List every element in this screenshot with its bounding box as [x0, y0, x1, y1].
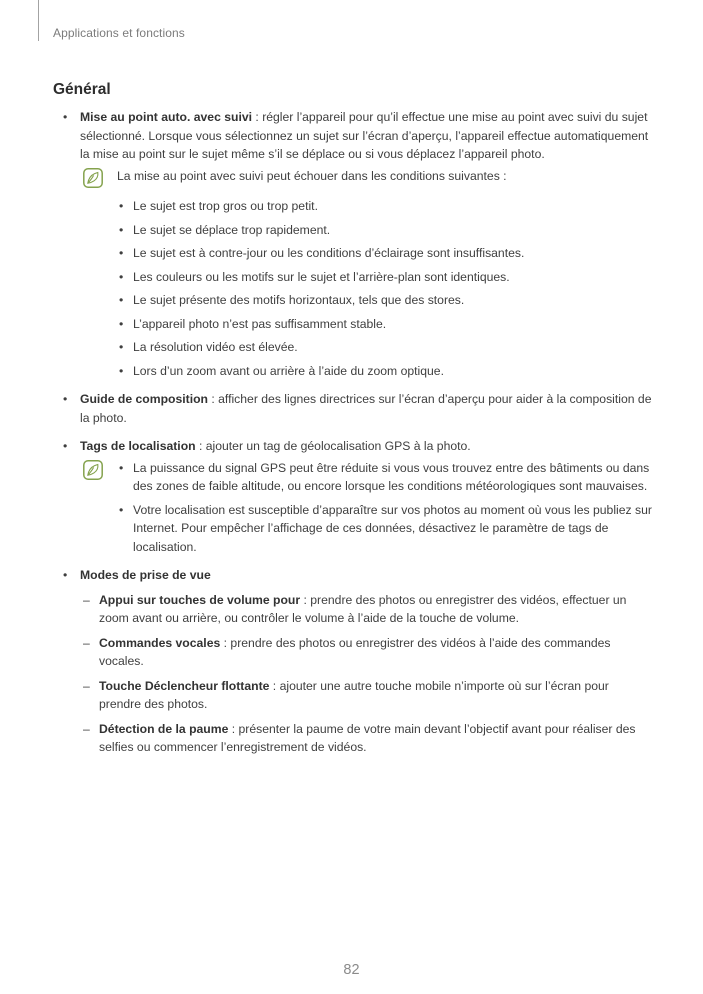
list-item-text: [133, 501, 653, 557]
list-item: [117, 197, 653, 216]
list-item-text: [133, 362, 653, 381]
item-text: L’appareil photo n’est pas suffisamment stable.: [133, 316, 387, 331]
item-lead: Appui sur touches de volume pour: [99, 592, 301, 607]
item-text: : régler l’appareil pour qu’il effectue une mise au point avec suivi du sujet sélectionné. Lorsque vous sélectionnez un sujet sur l’écran d’aperçu, l’appareil effectue automatiquement la mise au point sur le sujet même s’il se déplace ou si vous déplacez l’appareil photo.: [80, 110, 649, 161]
item-text: Lors d’un zoom avant ou arrière à l’aide du zoom optique.: [133, 363, 444, 378]
list-item: [53, 720, 653, 757]
note-pen-icon: [83, 460, 103, 480]
item-text: : ajouter une autre touche mobile n’importe où sur l’écran pour prendre des photos.: [99, 678, 609, 711]
list-item-text: [133, 291, 653, 310]
list-item: [117, 268, 653, 287]
bullet-marker: •: [63, 110, 68, 124]
list-item: [117, 221, 653, 240]
bullet-marker: •: [119, 269, 124, 284]
list-item-text: [99, 720, 653, 757]
list-item-text: [80, 390, 653, 427]
item-text: Votre localisation est susceptible d’apparaître sur vos photos au moment où vous les publiez sur Internet. Pour empêcher l’affichage de ces données, désactivez le paramètre de tags de localisation.: [133, 502, 652, 554]
bullet-marker: •: [119, 363, 124, 378]
dash-marker: –: [83, 635, 90, 650]
item-text: Le sujet se déplace trop rapidement.: [133, 222, 331, 237]
note-block: [83, 167, 653, 381]
page-number: 82: [343, 962, 360, 978]
bullet-marker: •: [119, 199, 124, 213]
item-lead: Commandes vocales: [99, 635, 221, 650]
bullet-marker: •: [119, 246, 124, 260]
list-item-text: [99, 634, 653, 671]
list-item: [53, 634, 653, 671]
list-item-text: [133, 459, 653, 496]
list-item-text: [133, 315, 653, 334]
bullet-marker: •: [63, 568, 68, 582]
item-lead: Tags de localisation: [80, 439, 196, 453]
item-text: : prendre des photos ou enregistrer des vidéos à l’aide des commandes vocales.: [99, 635, 611, 668]
running-header: Applications et fonctions: [53, 26, 185, 40]
header-rule: [38, 0, 39, 41]
item-lead: Détection de la paume: [99, 721, 229, 736]
list-item: [53, 108, 653, 164]
item-text: La résolution vidéo est élevée.: [133, 340, 298, 354]
list-item-text: [133, 244, 653, 263]
list-item: [117, 362, 653, 381]
bullet-marker: •: [63, 439, 68, 453]
dash-marker: –: [83, 721, 90, 736]
list-item: [53, 566, 653, 585]
item-lead: Guide de composition: [80, 392, 208, 406]
item-text: : afficher des lignes directrices sur l’écran d’aperçu pour aider à la composition de la photo.: [80, 392, 652, 425]
item-lead: Modes de prise de vue: [80, 568, 211, 582]
note-body: [117, 459, 653, 557]
note-body: [117, 167, 653, 381]
item-text: Le sujet présente des motifs horizontaux, tels que des stores.: [133, 293, 465, 307]
list-item: [53, 390, 653, 427]
list-item: [117, 315, 653, 334]
bullet-marker: •: [119, 460, 124, 475]
page-content: [53, 82, 653, 757]
list-item: [117, 338, 653, 357]
list-item-text: [80, 437, 653, 456]
list-item-text: [99, 677, 653, 714]
list-item: [53, 591, 653, 628]
section-title: Général: [53, 81, 111, 98]
list-item: [117, 459, 653, 496]
list-item: [117, 291, 653, 310]
note-pen-icon: [83, 168, 103, 188]
item-lead: Mise au point auto. avec suivi: [80, 110, 253, 124]
list-item-text: [133, 221, 653, 240]
list-item: [117, 244, 653, 263]
note-intro: La mise au point avec suivi peut échouer dans les conditions suivantes :: [117, 168, 507, 183]
item-text: Les couleurs ou les motifs sur le sujet et l’arrière-plan sont identiques.: [133, 269, 510, 284]
list-item-text: [133, 338, 653, 357]
bullet-marker: •: [119, 502, 124, 517]
item-text: : ajouter un tag de géolocalisation GPS à la photo.: [195, 439, 471, 453]
item-text: Le sujet est à contre-jour ou les conditions d’éclairage sont insuffisantes.: [133, 246, 525, 260]
list-item: [117, 501, 653, 557]
list-item-text: [99, 591, 653, 628]
list-item: [53, 677, 653, 714]
list-item-text: [133, 197, 653, 216]
bullet-marker: •: [63, 392, 68, 406]
content-list: [53, 108, 653, 757]
item-text: : présenter la paume de votre main devant l’objectif avant pour réaliser des selfies ou commencer l’enregistrement de vidéos.: [99, 721, 636, 754]
list-item-text: [133, 268, 653, 287]
note-block: [83, 459, 653, 557]
item-lead: Touche Déclencheur flottante: [99, 678, 270, 693]
bullet-marker: •: [119, 316, 124, 331]
bullet-marker: •: [119, 293, 124, 307]
item-text: La puissance du signal GPS peut être réduite si vous vous trouvez entre des bâtiments ou dans des zones de faible altitude, ou encore lorsque les conditions météorologiques sont mauvaises.: [133, 460, 650, 493]
item-text: : prendre des photos ou enregistrer des vidéos, effectuer un zoom avant ou arrière, ou contrôler le volume à l’aide de la touche de volume.: [99, 592, 627, 625]
list-item: [53, 437, 653, 456]
list-item-text: [80, 108, 653, 164]
dash-marker: –: [83, 592, 90, 607]
bullet-marker: •: [119, 222, 124, 237]
item-text: Le sujet est trop gros ou trop petit.: [133, 199, 318, 213]
list-item-text: [80, 566, 653, 585]
bullet-marker: •: [119, 340, 124, 354]
dash-marker: –: [83, 678, 90, 693]
